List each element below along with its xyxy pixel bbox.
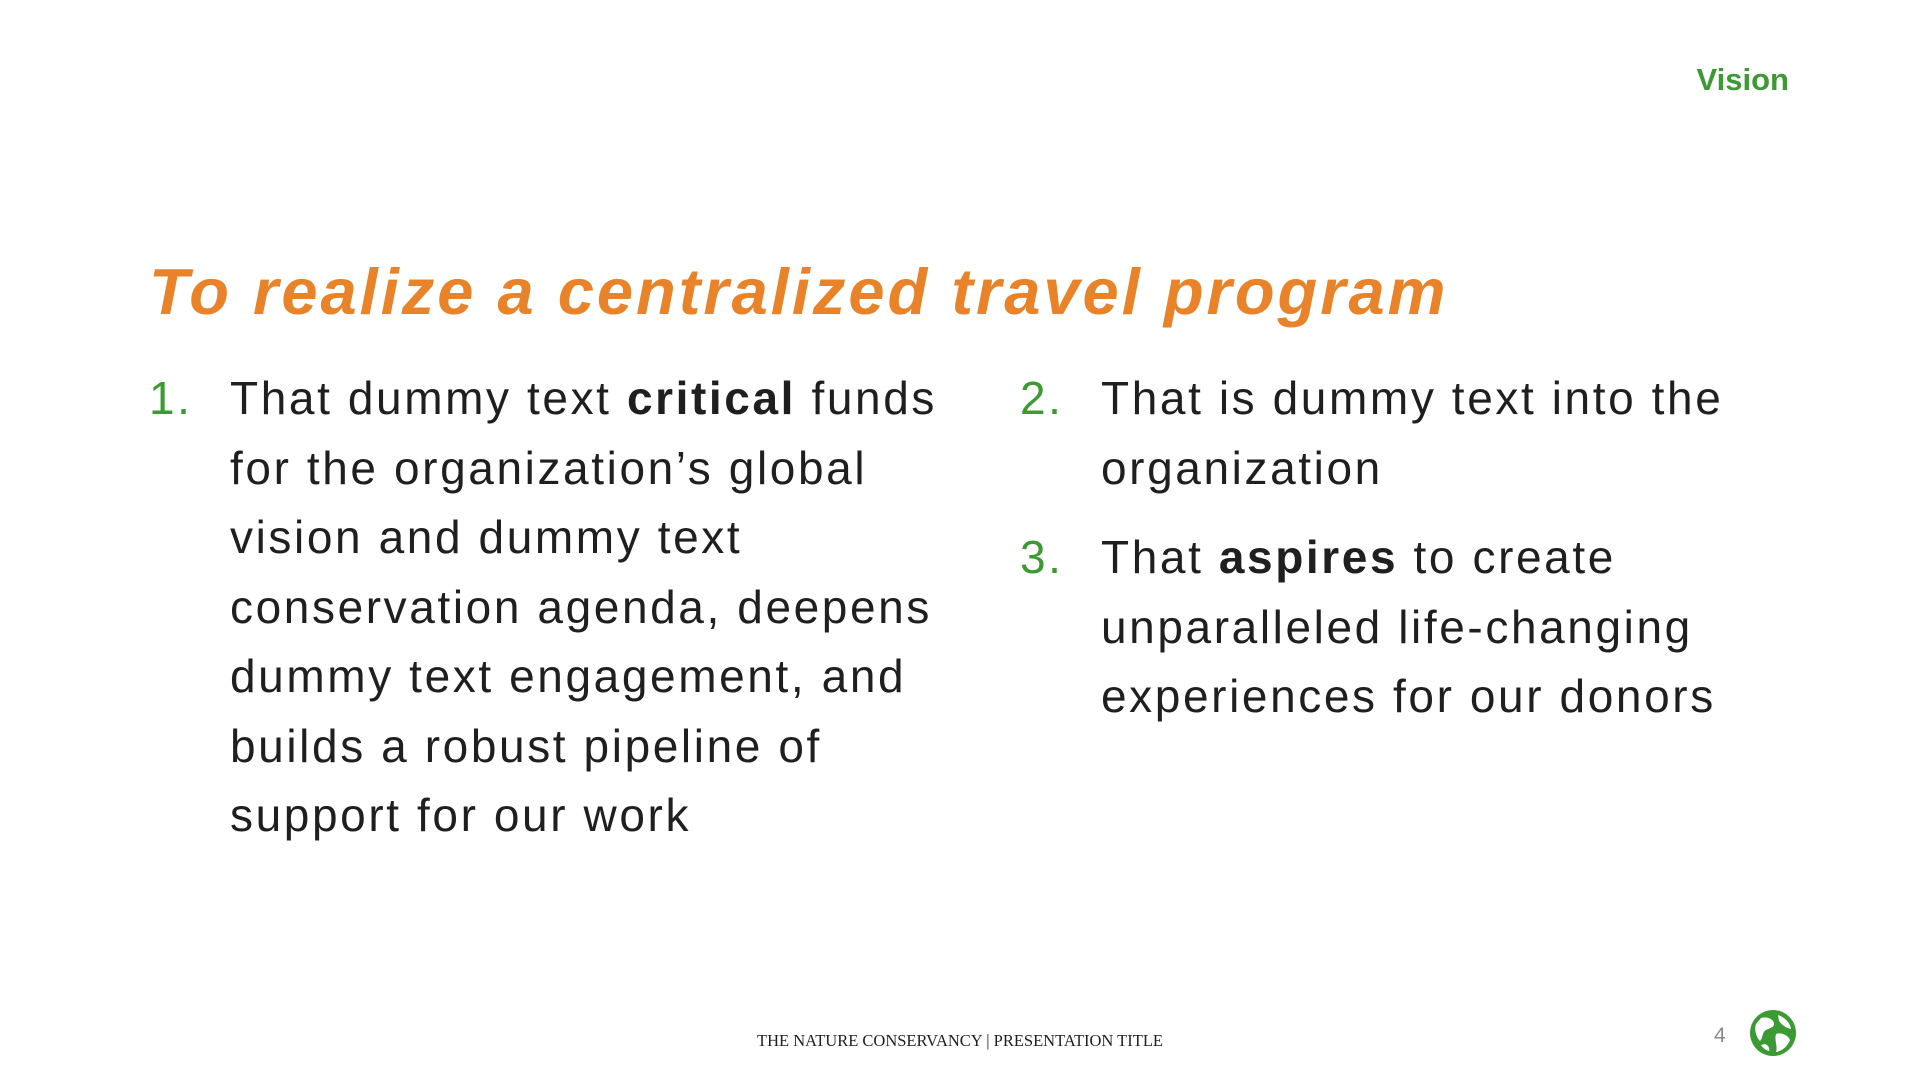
list-item-number: 3. bbox=[1020, 531, 1064, 583]
list-item-text-start: That dummy text bbox=[230, 372, 627, 424]
right-column bbox=[1020, 364, 1850, 732]
list-item-text bbox=[1101, 523, 1850, 732]
list-item-bold-text: critical bbox=[626, 372, 797, 424]
page-number: 4 bbox=[1714, 1024, 1726, 1047]
list-item-bold-text: aspires bbox=[1218, 531, 1399, 583]
list-item-text bbox=[1101, 364, 1850, 503]
footer-text: THE NATURE CONSERVANCY | PRESENTATION TITLE bbox=[757, 1031, 1163, 1050]
list-item bbox=[1020, 364, 1850, 503]
list-item-number: 2. bbox=[1020, 372, 1064, 424]
list-item-text-end: funds for the organization’s global vision and dummy text conservation agenda, deepens dummy text engagement, and builds a robust pipeline of support for our work bbox=[230, 372, 937, 841]
slide-title: To realize a centralized travel program bbox=[149, 255, 1449, 328]
list-item-text-start: That is dummy text into the organization bbox=[1101, 372, 1724, 494]
list-item bbox=[149, 364, 939, 851]
list-item-text bbox=[230, 364, 939, 851]
list-item-text-start: That bbox=[1101, 531, 1219, 583]
nature-conservancy-globe-logo-icon bbox=[1749, 1009, 1797, 1057]
list-item bbox=[1020, 523, 1850, 732]
list-item-text-end: to create unparalleled life-changing experiences for our donors bbox=[1101, 531, 1716, 722]
left-column bbox=[149, 364, 939, 851]
section-label: Vision bbox=[1696, 62, 1789, 97]
list-item-number: 1. bbox=[149, 372, 193, 424]
